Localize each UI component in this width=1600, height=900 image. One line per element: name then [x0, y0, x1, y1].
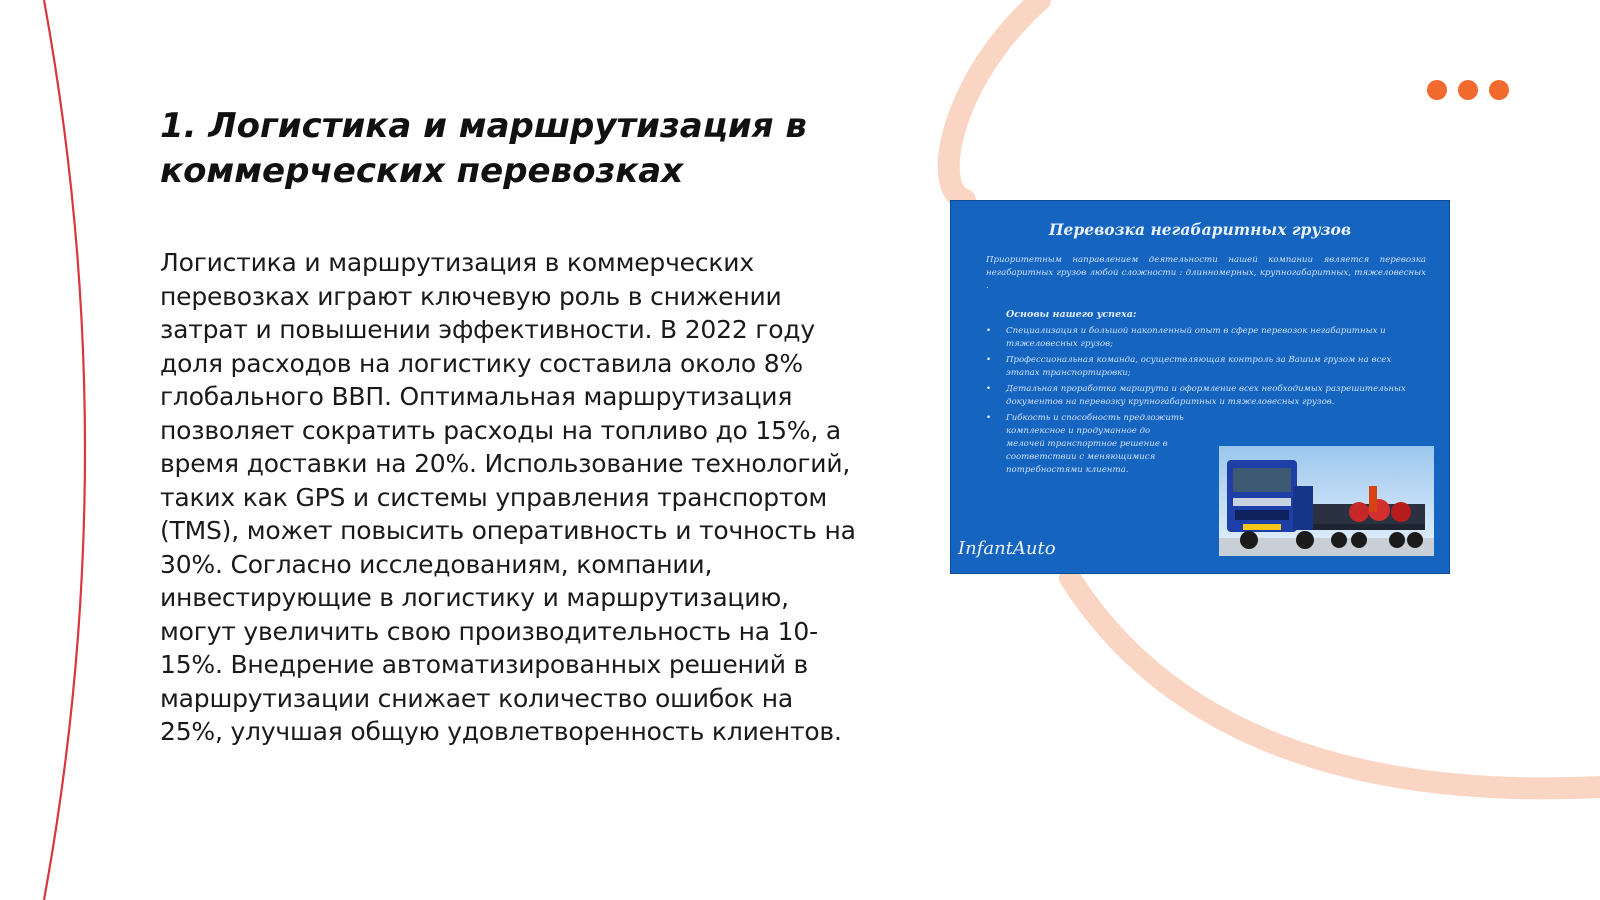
bullet-icon: • — [986, 355, 992, 365]
embedded-slide-image — [950, 200, 1450, 574]
orange-dot — [1489, 80, 1509, 100]
list-item — [986, 354, 1426, 380]
image-panel-title: Перевозка негабаритных грузов — [1048, 220, 1352, 239]
bullet-icon: • — [986, 384, 992, 394]
slide-title: 1. Логистика и маршрутизация в коммерческих перевозках — [160, 106, 807, 191]
list-item-text: Детальная проработка маршрута и оформление всех необходимых разрешительных документов на перевозку крупногабаритных и тяжеловесных грузов. — [1006, 384, 1406, 407]
image-panel-success-heading: Основы нашего успеха: — [1006, 309, 1137, 320]
orange-dot — [1458, 80, 1478, 100]
decorative-dots — [1427, 80, 1509, 100]
image-panel-logo: InfantAuto — [958, 538, 1056, 559]
image-panel-intro: Приоритетным направлением деятельности нашей компании является перевозка негабаритных грузов любой сложности : длинномерных, крупногабаритных, тяжеловесных . — [986, 255, 1426, 291]
list-item — [986, 412, 1191, 477]
list-item-text: Профессиональная команда, осуществляющая контроль за Вашим грузом на всех этапах транспортировки; — [1006, 355, 1392, 378]
left-accent-line — [44, 0, 85, 900]
bullet-icon: • — [986, 326, 992, 336]
orange-dot — [1427, 80, 1447, 100]
list-item-text: Специализация и большой накопленный опыт в сфере перевозок негабаритных и тяжеловесных грузов; — [1006, 326, 1386, 349]
truck-photo-icon — [1219, 446, 1434, 556]
list-item — [986, 325, 1426, 351]
slide-body-text: Логистика и маршрутизация в коммерческих перевозках играют ключевую роль в снижении затрат и повышении эффективности. В 2022 году доля расходов на логистику составила около 8% глобального ВВП. Оптимальная маршрутизация позволяет сократить расходы на топливо до 15%, а время доставки на 20%. Использование технологий, таких как GPS и системы управления транспортом (TMS), может повысить оперативность и точность на 30%. Согласно исследованиям, компании, инвестирующие в логистику и маршрутизацию, могут увеличить свою производительность на 10-15%. Внедрение автоматизированных решений в маршрутизации снижает количество ошибок на 25%, улучшая общую удовлетворенность клиентов. — [160, 248, 856, 746]
list-item — [986, 383, 1426, 409]
bullet-icon: • — [986, 413, 992, 423]
list-item-text: Гибкость и способность предложить комплексное и продуманное до мелочей транспортное решение в соответствии с меняющимися потребностями клиента. — [1006, 413, 1184, 475]
